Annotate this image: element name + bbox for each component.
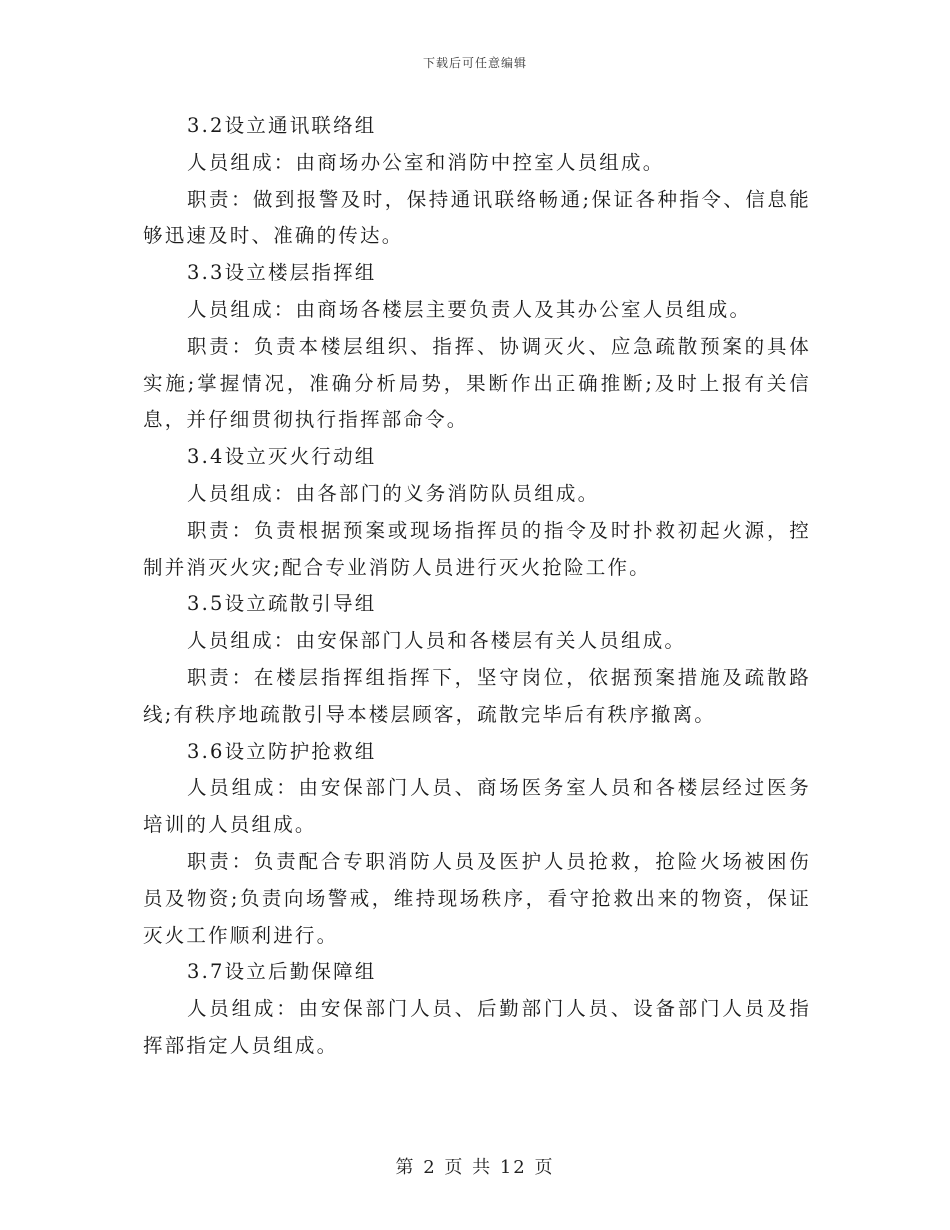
paragraph: 人员组成：由安保部门人员、商场医务室人员和各楼层经过医务培训的人员组成。 — [143, 776, 811, 837]
paragraph: 人员组成：由安保部门人员和各楼层有关人员组成。 — [187, 629, 687, 653]
paragraph: 人员组成：由各部门的义务消防队员组成。 — [187, 481, 600, 505]
section-heading-3-5: 3.5设立疏散引导组 — [187, 592, 377, 616]
paragraph: 人员组成：由商场办公室和消防中控室人员组成。 — [187, 150, 665, 174]
section-heading-3-2: 3.2设立通讯联络组 — [187, 114, 377, 137]
section-heading-3-6: 3.6设立防护抢救组 — [187, 739, 377, 763]
section-heading-3-7: 3.7设立后勤保障组 — [187, 960, 377, 984]
section-heading-3-3: 3.3设立楼层指挥组 — [187, 261, 377, 285]
paragraph: 职责：在楼层指挥组指挥下，坚守岗位，依据预案措施及疏散路线;有秩序地疏散引导本楼层顾客，疏散完毕后有秩序撤离。 — [143, 665, 811, 726]
paragraph: 职责：负责本楼层组织、指挥、协调灭火、应急疏散预案的具体实施;掌握情况，准确分析局势，果断作出正确推断;及时上报有关信息，并仔细贯彻执行指挥部命令。 — [143, 334, 811, 432]
document-body — [143, 108, 811, 1065]
section-heading-3-4: 3.4设立灭火行动组 — [187, 445, 377, 469]
paragraph: 人员组成：由安保部门人员、后勤部门人员、设备部门人员及指挥部指定人员组成。 — [143, 997, 811, 1057]
paragraph: 人员组成：由商场各楼层主要负责人及其办公室人员组成。 — [187, 297, 752, 321]
header-note: 下载后可任意编辑 — [422, 56, 527, 70]
paragraph: 职责：负责根据预案或现场指挥员的指令及时扑救初起火源，控制并消灭火灾;配合专业消防人员进行灭火抢险工作。 — [143, 518, 811, 579]
page-number: 第 2 页 共 12 页 — [395, 1157, 555, 1178]
paragraph: 职责：做到报警及时，保持通讯联络畅通;保证各种指令、信息能够迅速及时、准确的传达。 — [143, 187, 811, 248]
paragraph: 职责：负责配合专职消防人员及医护人员抢救，抢险火场被困伤员及物资;负责向场警戒，维持现场秩序，看守抢救出来的物资，保证灭火工作顺利进行。 — [143, 849, 811, 947]
